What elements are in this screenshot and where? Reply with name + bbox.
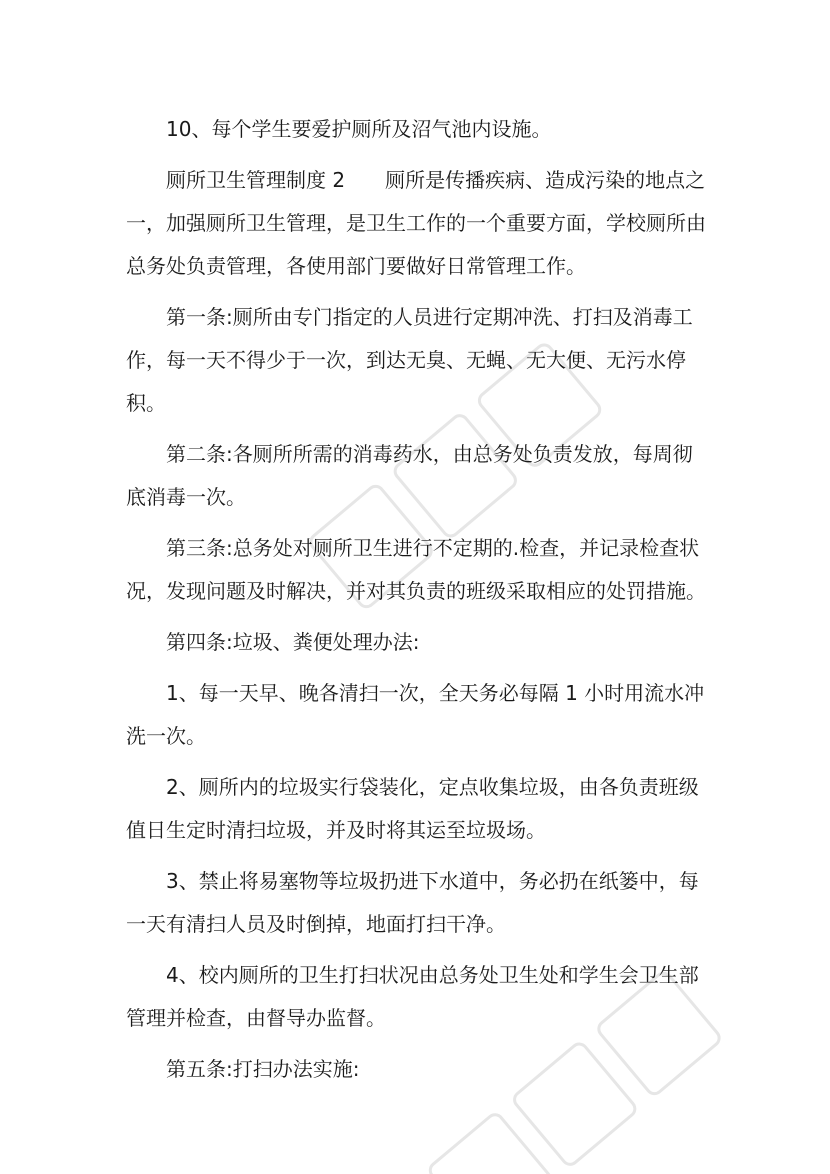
paragraph-item-10: 10、每个学生要爱护厕所及沼气池内设施。 [166,117,552,141]
paragraph-article-4-item-1: 1、每一天早、晚各清扫一次，全天务必每隔 1 小时用流水冲洗一次。 [126,681,705,748]
paragraph-article-4-heading: 第四条:垃圾、粪便处理办法: [166,630,420,654]
paragraph-article-1: 第一条:厕所由专门指定的人员进行定期冲洗、打扫及消毒工作，每一天不得少于一次，到达无臭、无蝇、无大便、无污水停积。 [126,305,693,415]
paragraph-article-2: 第二条:各厕所所需的消毒药水，由总务处负责发放，每周彻底消毒一次。 [126,442,693,509]
paragraph-article-5-heading: 第五条:打扫办法实施: [166,1057,360,1081]
paragraph-article-4-item-4: 4、校内厕所的卫生打扫状况由总务处卫生处和学生会卫生部管理并检查，由督导办监督。 [126,963,699,1030]
paragraph-article-3: 第三条:总务处对厕所卫生进行不定期的.检查，并记录检查状况，发现问题及时解决，并对其负责的班级采取相应的处罚措施。 [126,536,706,603]
document-body [126,108,706,1099]
paragraph-regulation-intro: 厕所卫生管理制度 2 厕所是传播疾病、造成污染的地点之一，加强厕所卫生管理，是卫生工作的一个重要方面，学校厕所由总务处负责管理，各使用部门要做好日常管理工作。 [126,168,706,278]
paragraph-article-4-item-2: 2、厕所内的垃圾实行袋装化，定点收集垃圾，由各负责班级值日生定时清扫垃圾，并及时将其运至垃圾场。 [126,775,699,842]
paragraph-article-4-item-3: 3、禁止将易塞物等垃圾扔进下水道中，务必扔在纸篓中，每一天有清扫人员及时倒掉，地面打扫干净。 [126,869,699,936]
watermark-glyph-box-4 [427,1111,554,1174]
